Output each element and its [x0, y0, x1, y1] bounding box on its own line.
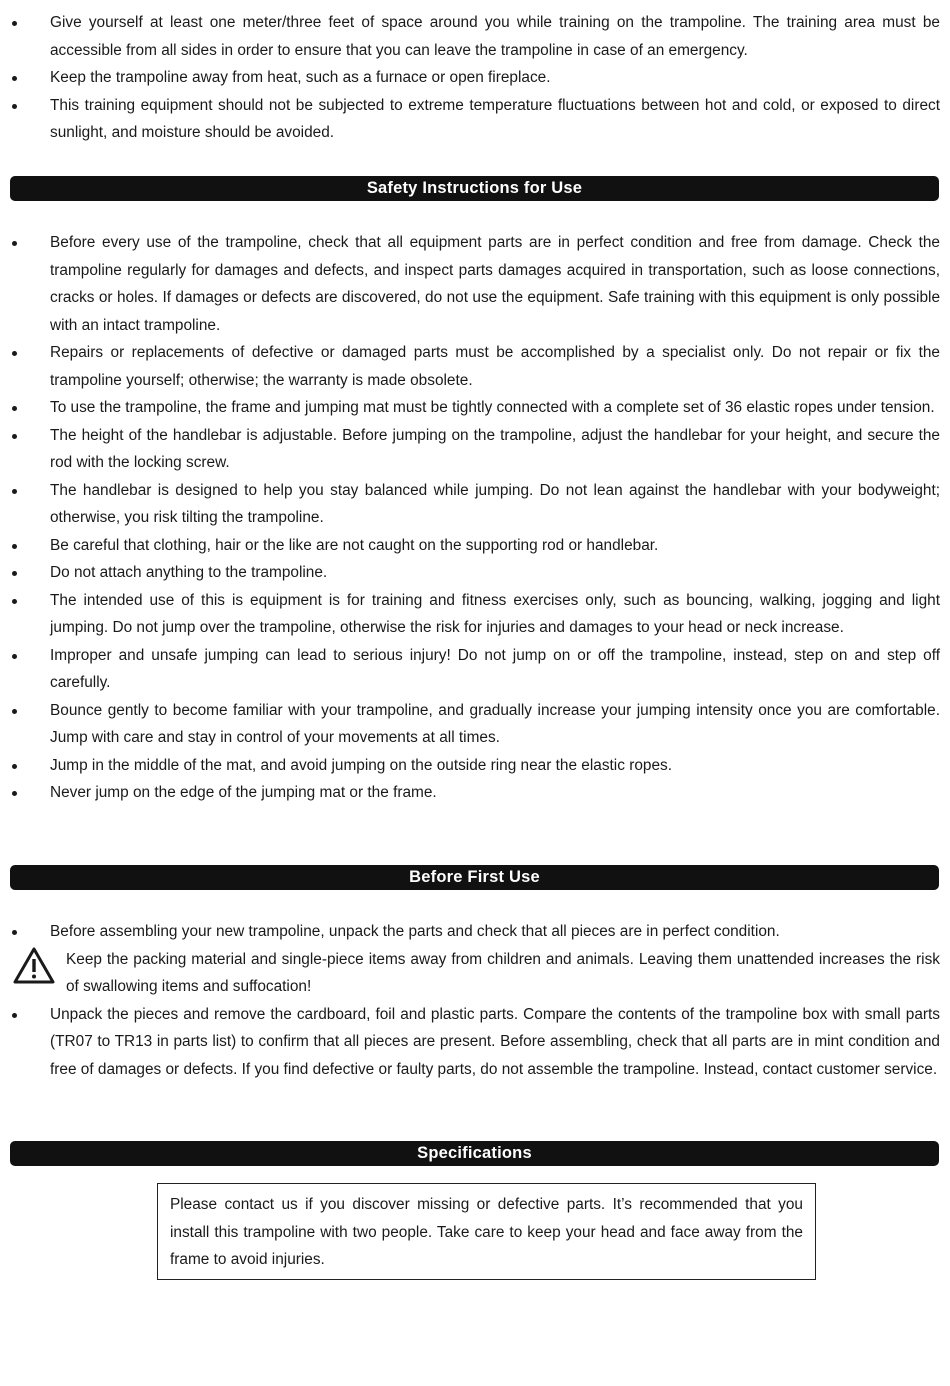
- list-item: Before every use of the trampoline, check that all equipment parts are in perfect condition and free from damage. Check the trampoline regularly for damages and defects, and inspect parts damages acquired in transportation, such as loose connections, cracks or holes. If damages or defects are discovered, do not use the equipment. Safe training with this equipment is only possible with an intact trampoline.: [0, 229, 950, 339]
- bullet-icon: [12, 544, 17, 549]
- first-use-section: [0, 918, 950, 1083]
- list-item: Never jump on the edge of the jumping mat or the frame.: [0, 779, 950, 807]
- bullet-icon: [12, 764, 17, 769]
- bullet-icon: [12, 599, 17, 604]
- notice-box: [157, 1183, 816, 1280]
- bullet-icon: [12, 930, 17, 935]
- list-item: Repairs or replacements of defective or damaged parts must be accomplished by a specialist only. Do not repair or fix the trampoline yourself; otherwise; the warranty is made obsolete.: [0, 339, 950, 394]
- bullet-icon: [12, 241, 17, 246]
- bullet-icon: [12, 571, 17, 576]
- first-use-list: [0, 918, 950, 1083]
- list-item: The intended use of this is equipment is for training and fitness exercises only, such as bouncing, walking, jogging and light jumping. Do not jump over the trampoline, otherwise the risk for injuries and damages to your head or neck increase.: [0, 587, 950, 642]
- list-item: Unpack the pieces and remove the cardboard, foil and plastic parts. Compare the contents of the trampoline box with small parts (TR07 to TR13 in parts list) to confirm that all pieces are present. Before assembling, check that all parts are in mint condition and free of damages or defects. If you find defective or faulty parts, do not assemble the trampoline. Instead, contact customer service.: [0, 1001, 950, 1084]
- bullet-icon: [12, 76, 17, 81]
- section-heading-specifications: Specifications: [10, 1141, 939, 1166]
- bullet-icon: [12, 21, 17, 26]
- warning-triangle-icon: [12, 946, 56, 986]
- list-item: The height of the handlebar is adjustable. Before jumping on the trampoline, adjust the handlebar for your height, and secure the rod with the locking screw.: [0, 422, 950, 477]
- list-item: This training equipment should not be subjected to extreme temperature fluctuations between hot and cold, or exposed to direct sunlight, and moisture should be avoided.: [0, 92, 950, 147]
- list-item: Jump in the middle of the mat, and avoid jumping on the outside ring near the elastic ropes.: [0, 752, 950, 780]
- list-item: Before assembling your new trampoline, unpack the parts and check that all pieces are in perfect condition.: [0, 918, 950, 946]
- list-item: To use the trampoline, the frame and jumping mat must be tightly connected with a complete set of 36 elastic ropes under tension.: [0, 394, 950, 422]
- list-item: Keep the trampoline away from heat, such as a furnace or open fireplace.: [0, 64, 950, 92]
- list-item: Improper and unsafe jumping can lead to serious injury! Do not jump on or off the trampoline, instead, step on and step off carefully.: [0, 642, 950, 697]
- bullet-icon: [12, 406, 17, 411]
- list-item: The handlebar is designed to help you stay balanced while jumping. Do not lean against the handlebar with your bodyweight; otherwise, you risk tilting the trampoline.: [0, 477, 950, 532]
- list-item: Bounce gently to become familiar with your trampoline, and gradually increase your jumping intensity once you are comfortable. Jump with care and stay in control of your movements at all times.: [0, 697, 950, 752]
- bullet-icon: [12, 654, 17, 659]
- list-item: Give yourself at least one meter/three feet of space around you while training on the trampoline. The training area must be accessible from all sides in order to ensure that you can leave the trampoline in case of an emergency.: [0, 9, 950, 64]
- warning-item: Keep the packing material and single-piece items away from children and animals. Leaving them unattended increases the risk of swallowing items and suffocation!: [0, 946, 950, 1001]
- list-item: Do not attach anything to the trampoline.: [0, 559, 950, 587]
- bullet-icon: [12, 351, 17, 356]
- intro-section: [0, 9, 950, 147]
- notice-text: Please contact us if you discover missing or defective parts. It’s recommended that you install this trampoline with two people. Take care to keep your head and face away from the frame to avoid injuries.: [170, 1196, 803, 1268]
- section-heading-first-use: Before First Use: [10, 865, 939, 890]
- bullet-icon: [12, 791, 17, 796]
- bullet-icon: [12, 434, 17, 439]
- bullet-icon: [12, 1013, 17, 1018]
- list-item: Be careful that clothing, hair or the like are not caught on the supporting rod or handlebar.: [0, 532, 950, 560]
- bullet-icon: [12, 104, 17, 109]
- safety-list: [0, 229, 950, 807]
- section-heading-safety: Safety Instructions for Use: [10, 176, 939, 201]
- safety-section: [0, 229, 950, 807]
- bullet-icon: [12, 489, 17, 494]
- bullet-icon: [12, 709, 17, 714]
- intro-list: [0, 9, 950, 147]
